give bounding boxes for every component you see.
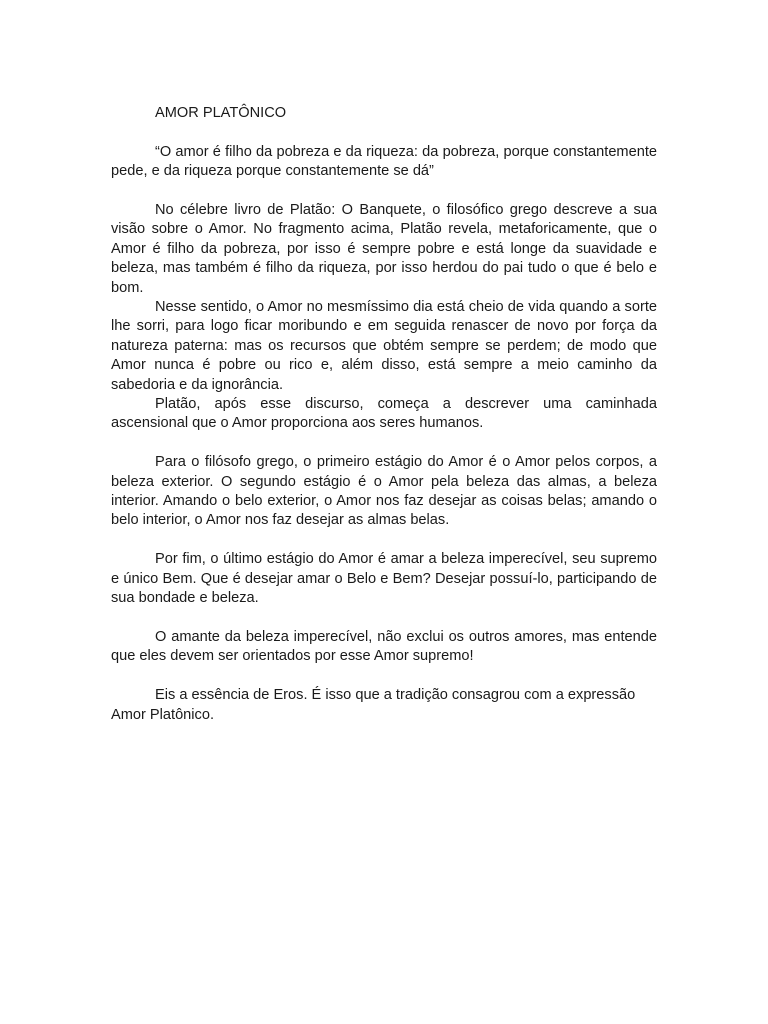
paragraph-amante: O amante da beleza imperecível, não exclui os outros amores, mas entende que eles devem ser orientados por esse Amor supremo!: [111, 628, 657, 665]
paragraph-ultimo-estagio: Por fim, o último estágio do Amor é amar a beleza imperecível, seu supremo e único Bem. Que é desejar amar o Belo e Bem? Desejar possuí-lo, participando de sua bondade e beleza.: [111, 551, 657, 607]
paragraph-eros: Eis a essência de Eros. É isso que a tradição consagrou com a expressão Amor Platônico.: [111, 687, 636, 723]
document-title: AMOR PLATÔNICO: [155, 105, 287, 121]
paragraph-nesse-sentido: Nesse sentido, o Amor no mesmíssimo dia está cheio de vida quando a sorte lhe sorri, para logo ficar moribundo e em seguida renascer de novo por força da natureza paterna: mas os recursos que obtém sempre se perdem; de modo que Amor nunca é pobre ou rico e, além disso, está sempre a meio caminho da sabedoria e da ignorância.: [111, 299, 657, 393]
document-page: [111, 104, 657, 725]
paragraph-caminhada: Platão, após esse discurso, começa a descrever uma caminhada ascensional que o Amor proporciona aos seres humanos.: [111, 396, 657, 432]
opening-quote: “O amor é filho da pobreza e da riqueza: da pobreza, porque constantemente pede, e da riqueza porque constantemente se dá”: [111, 143, 657, 180]
paragraph-banquete: No célebre livro de Platão: O Banquete, o filosófico grego descreve a sua visão sobre o Amor. No fragmento acima, Platão revela, metaforicamente, que o Amor é filho da pobreza, por isso é sempre pobre e está longe da suavidade e beleza, mas também é filho da riqueza, por isso herdou do pai tudo o que é belo e bom.: [111, 202, 657, 296]
paragraph-estagios: Para o filósofo grego, o primeiro estágio do Amor é o Amor pelos corpos, a beleza exterior. O segundo estágio é o Amor pela beleza das almas, a beleza interior. Amando o belo exterior, o Amor nos faz desejar as coisas belas; amando o belo interior, o Amor nos faz desejar as almas belas.: [111, 454, 657, 529]
